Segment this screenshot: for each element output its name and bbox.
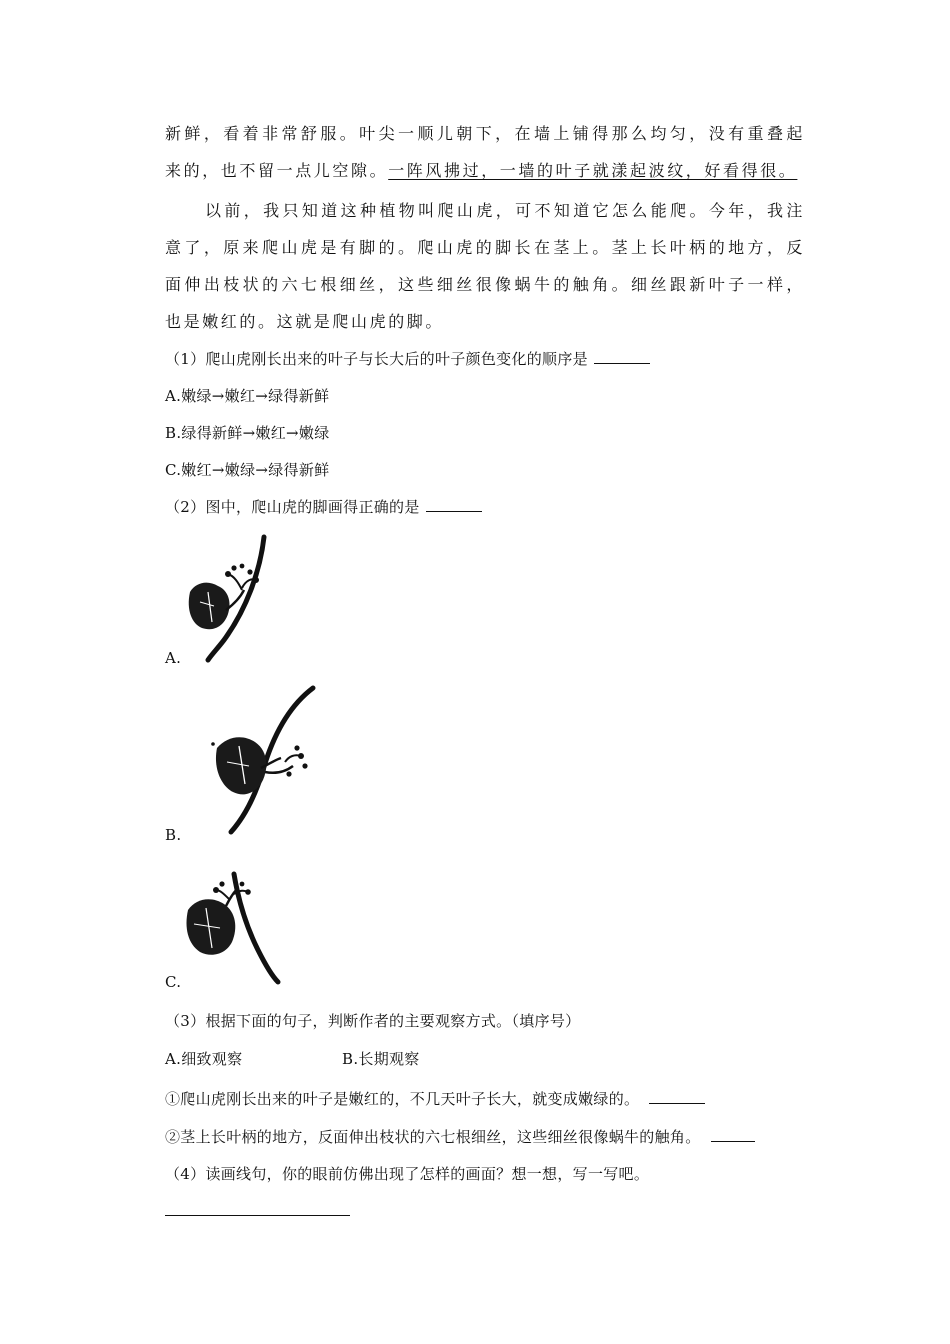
q1-option-c: C.嫩红→嫩绿→绿得新鲜 <box>165 461 330 479</box>
answer-blank-2[interactable] <box>426 497 482 512</box>
q2-label-b: B. <box>165 826 182 844</box>
q2-label-c: C. <box>165 973 182 991</box>
q1-option-a: A.嫩绿→嫩红→绿得新鲜 <box>165 387 330 405</box>
q3-option-b: B.长期观察 <box>342 1050 420 1068</box>
question-3-stem: （3）根据下面的句子，判断作者的主要观察方式。（填序号） <box>165 1012 581 1030</box>
q3-sentence-1-text: ①爬山虎刚长出来的叶子是嫩红的，不几天叶子长大，就变成嫩绿的。 <box>165 1090 640 1108</box>
underlined-sentence: 一阵风拂过，一墙的叶子就漾起波纹，好看得很。 <box>388 161 798 180</box>
vine-drawing-a <box>180 532 290 667</box>
question-2-stem: （2）图中，爬山虎的脚画得正确的是 <box>165 498 420 516</box>
q3-sentence-2-text: ②茎上长叶柄的地方，反面伸出枝状的六七根细丝，这些细丝很像蜗牛的触角。 <box>165 1128 701 1146</box>
passage-line-2 <box>165 152 805 189</box>
question-1 <box>165 349 650 369</box>
vine-drawing-b <box>205 680 330 840</box>
passage-line-2-plain: 来的，也不留一点儿空隙。 <box>165 161 389 180</box>
q1-option-b: B.绿得新鲜→嫩红→嫩绿 <box>165 424 330 442</box>
passage-line-4: 意了，原来爬山虎是有脚的。爬山虎的脚长在茎上。茎上长叶柄的地方，反 <box>165 238 805 257</box>
vine-drawing-c <box>180 868 290 988</box>
passage-line-3: 以前，我只知道这种植物叫爬山虎，可不知道它怎么能爬。今年，我注 <box>205 201 805 220</box>
q3-sentence-1 <box>165 1089 705 1109</box>
q3-option-a: A.细致观察 <box>165 1050 243 1068</box>
q3-sentence-2 <box>165 1127 755 1147</box>
answer-line-4[interactable] <box>165 1215 350 1216</box>
answer-blank-3-1[interactable] <box>649 1089 705 1104</box>
question-2 <box>165 497 482 517</box>
passage-line-6: 也是嫩红的。这就是爬山虎的脚。 <box>165 312 445 331</box>
q2-label-a: A. <box>165 649 182 667</box>
answer-blank-1[interactable] <box>594 349 650 364</box>
passage-line-5: 面伸出枝状的六七根细丝，这些细丝很像蜗牛的触角。细丝跟新叶子一样， <box>165 275 805 294</box>
question-4-stem: （4）读画线句，你的眼前仿佛出现了怎样的画面？想一想，写一写吧。 <box>165 1165 650 1183</box>
question-1-stem: （1）爬山虎刚长出来的叶子与长大后的叶子颜色变化的顺序是 <box>165 350 588 368</box>
passage-line-1: 新鲜，看着非常舒服。叶尖一顺儿朝下，在墙上铺得那么均匀，没有重叠起 <box>165 124 805 143</box>
answer-blank-3-2[interactable] <box>711 1127 755 1142</box>
